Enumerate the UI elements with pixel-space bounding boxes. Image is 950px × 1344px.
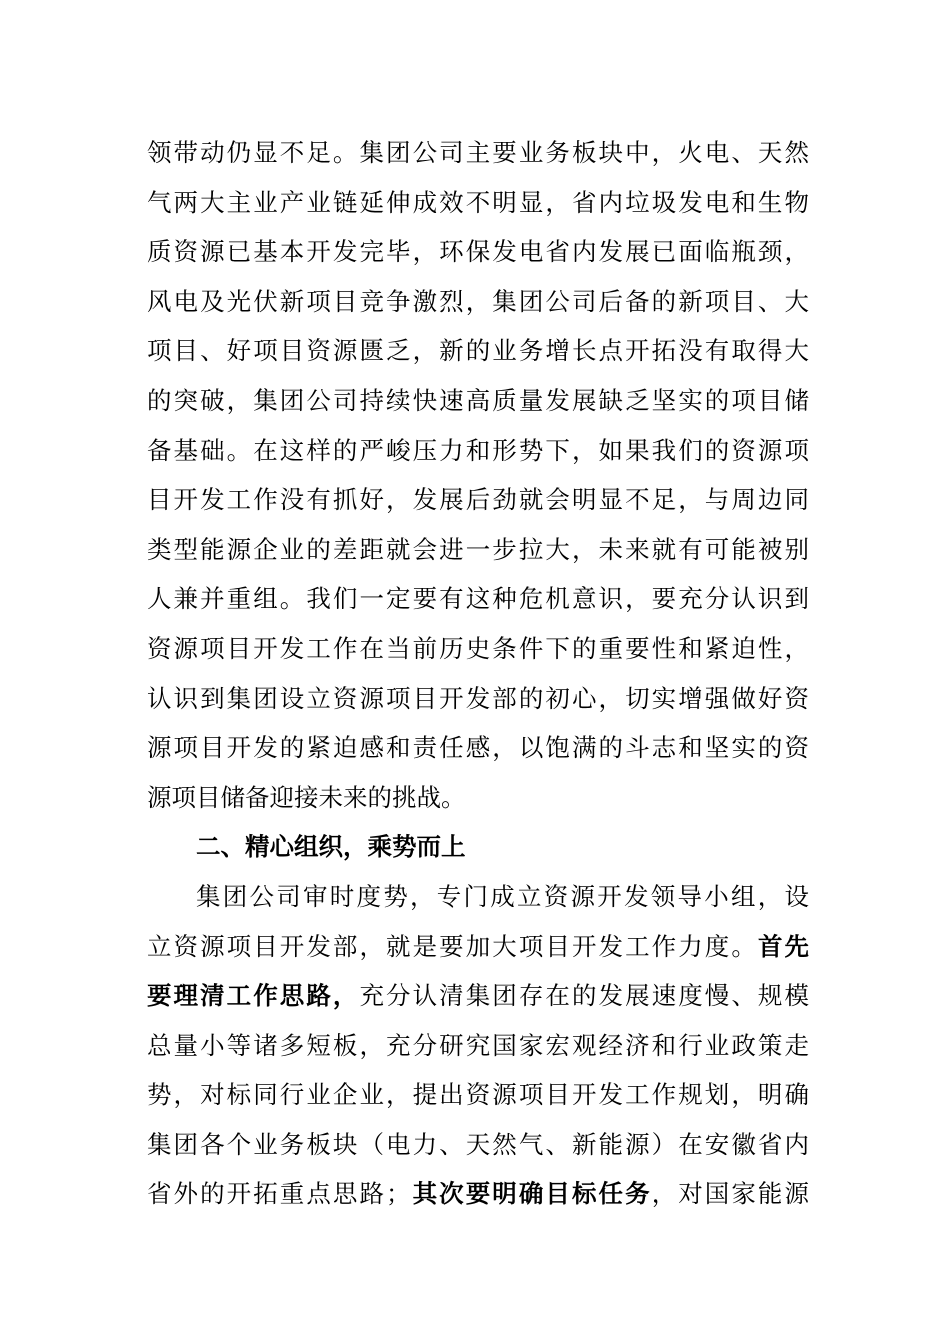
document-body <box>147 128 809 1219</box>
paragraph-2 <box>147 872 809 1219</box>
text-run: 立资源项目开发部，就是要加大项目开发工作力度。 <box>147 931 758 961</box>
text-line <box>147 971 809 1021</box>
text-line: 质资源已基本开发完毕，环保发电省内发展已面临瓶颈， <box>147 237 809 267</box>
bold-text-run: 其次要明确目标任务 <box>410 1179 652 1209</box>
text-line: 的突破，集团公司持续快速高质量发展缺乏坚实的项目储 <box>147 385 809 415</box>
text-line: 风电及光伏新项目竞争激烈，集团公司后备的新项目、大 <box>147 286 809 316</box>
section-heading: 二、精心组织，乘势而上 <box>196 832 466 862</box>
text-line: 集团公司审时度势，专门成立资源开发领导小组，设 <box>196 881 809 911</box>
text-line: 源项目开发的紧迫感和责任感，以饱满的斗志和坚实的资 <box>147 733 809 763</box>
text-line: 备基础。在这样的严峻压力和形势下，如果我们的资源项 <box>147 435 809 465</box>
text-line: 目开发工作没有抓好，发展后劲就会明显不足，与周边同 <box>147 485 809 515</box>
bold-text-run: 要理清工作思路， <box>147 981 360 1011</box>
text-run: 充分认清集团存在的发展速度慢、规模 <box>359 981 809 1011</box>
text-run: ，对国家能源 <box>651 1179 809 1209</box>
text-line: 认识到集团设立资源项目开发部的初心，切实增强做好资 <box>147 683 809 713</box>
text-line <box>147 922 809 972</box>
text-line: 资源项目开发工作在当前历史条件下的重要性和紧迫性， <box>147 633 809 663</box>
text-line: 总量小等诸多短板，充分研究国家宏观经济和行业政策走 <box>147 1030 809 1060</box>
text-line: 人兼并重组。我们一定要有这种危机意识，要充分认识到 <box>147 584 809 614</box>
text-line: 类型能源企业的差距就会进一步拉大，未来就有可能被别 <box>147 534 809 564</box>
text-line: 项目、好项目资源匮乏，新的业务增长点开拓没有取得大 <box>147 336 809 366</box>
text-line: 势，对标同行业企业，提出资源项目开发工作规划，明确 <box>147 1080 809 1110</box>
text-line: 领带动仍显不足。集团公司主要业务板块中，火电、天然 <box>147 138 809 167</box>
text-line <box>147 1169 809 1219</box>
bold-text-run: 首先 <box>757 931 809 961</box>
paragraph-1 <box>147 128 809 822</box>
text-line: 源项目储备迎接未来的挑战。 <box>147 782 466 812</box>
text-run: 省外的开拓重点思路； <box>147 1179 411 1209</box>
text-line: 气两大主业产业链延伸成效不明显，省内垃圾发电和生物 <box>147 187 809 217</box>
text-line: 集团各个业务板块（电力、天然气、新能源）在安徽省内 <box>147 1129 809 1159</box>
